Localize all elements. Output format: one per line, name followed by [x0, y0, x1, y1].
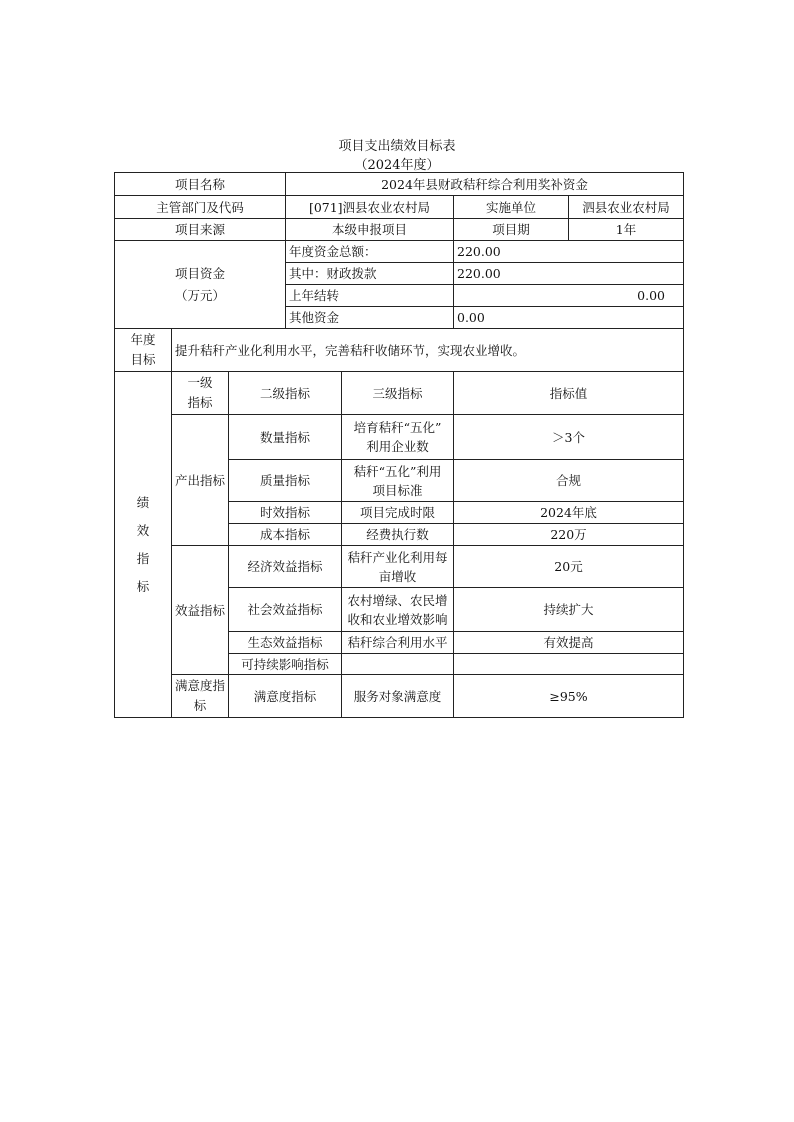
header-level1: 一级 指标	[187, 375, 213, 410]
benefit-indicator-label: 效益指标	[175, 602, 226, 618]
table-row-level2: 生态效益指标	[247, 635, 323, 650]
goal-text: 提升秸秆产业化利用水平，完善秸秆收储环节，实现农业增收。	[175, 342, 526, 358]
table-row-value: 220万	[550, 527, 587, 542]
project-name-label: 项目名称	[174, 176, 225, 192]
table-row-level2: 社会效益指标	[247, 602, 323, 617]
table-row-value: 20元	[554, 559, 583, 574]
table-row-level2: 成本指标	[259, 527, 310, 542]
table-row-value	[454, 654, 683, 674]
table-row-level3	[342, 654, 453, 674]
source-label: 项目来源	[174, 222, 225, 237]
goal-label: 年度 目标	[130, 332, 156, 367]
table-row-level2: 满意度指标	[253, 688, 317, 704]
table-row-value: ≥95%	[549, 688, 588, 704]
fund-fiscal-value: 220.00	[457, 266, 501, 281]
source-value: 本级申报项目	[331, 222, 407, 237]
indicators-section-label: 绩 效 指 标	[136, 494, 150, 594]
table-row-value: ＞3个	[552, 429, 585, 445]
table-row-level2: 时效指标	[259, 505, 310, 520]
table-year: （2024年度）	[354, 158, 440, 173]
table-row-level3: 秸秆“五化”利用 项目标准	[353, 463, 442, 498]
table-row-value: 2024年底	[540, 505, 597, 520]
dept-label: 主管部门及代码	[156, 199, 244, 215]
header-level2: 二级指标	[259, 385, 310, 401]
project-name-value: 2024年县财政秸秆综合利用奖补资金	[381, 176, 588, 192]
table-row-level2: 数量指标	[259, 429, 310, 445]
period-label: 项目期	[492, 222, 530, 237]
period-value: 1年	[615, 222, 637, 237]
table-row-level3: 项目完成时限	[359, 505, 435, 520]
table-row-level3: 服务对象满意度	[353, 688, 442, 704]
fund-total-value: 220.00	[457, 244, 501, 259]
table-row-level3: 秸秆综合利用水平	[347, 635, 448, 650]
dept-value: [071]泗县农业农村局	[308, 199, 431, 215]
table-row-level2: 质量指标	[259, 473, 310, 488]
table-row-value: 合规	[555, 473, 581, 488]
unit-value: 泗县农业农村局	[582, 199, 670, 215]
fund-total-label: 年度资金总额：	[289, 244, 377, 259]
table-title: 项目支出绩效目标表	[338, 139, 456, 154]
funds-label: 项目资金 （万元）	[174, 265, 225, 303]
table-row-level3: 秸秆产业化利用每 亩增收	[347, 549, 448, 584]
table-row-level3: 农村增绿、农民增 收和农业增效影响	[347, 592, 448, 627]
fund-fiscal-label: 其中：财政拨款	[289, 266, 377, 281]
table-row-level2: 经济效益指标	[247, 559, 323, 574]
fund-carryover-label: 上年结转	[289, 288, 340, 303]
fund-other-value: 0.00	[457, 310, 485, 325]
satisfaction-indicator-label: 满意度指 标	[175, 678, 226, 713]
table-row-value: 有效提高	[543, 635, 594, 650]
fund-other-label: 其他资金	[289, 310, 340, 325]
fund-carryover-value: 0.00	[637, 288, 665, 303]
header-value: 指标值	[549, 385, 588, 401]
output-indicator-label: 产出指标	[175, 472, 226, 488]
table-row-level2: 可持续影响指标	[241, 656, 329, 672]
header-level3: 三级指标	[372, 385, 423, 401]
unit-label: 实施单位	[485, 199, 536, 215]
table-row-value: 持续扩大	[543, 602, 594, 617]
table-row-level3: 经费执行数	[366, 527, 429, 542]
table-row-level3: 培育秸秆“五化” 利用企业数	[353, 420, 442, 454]
